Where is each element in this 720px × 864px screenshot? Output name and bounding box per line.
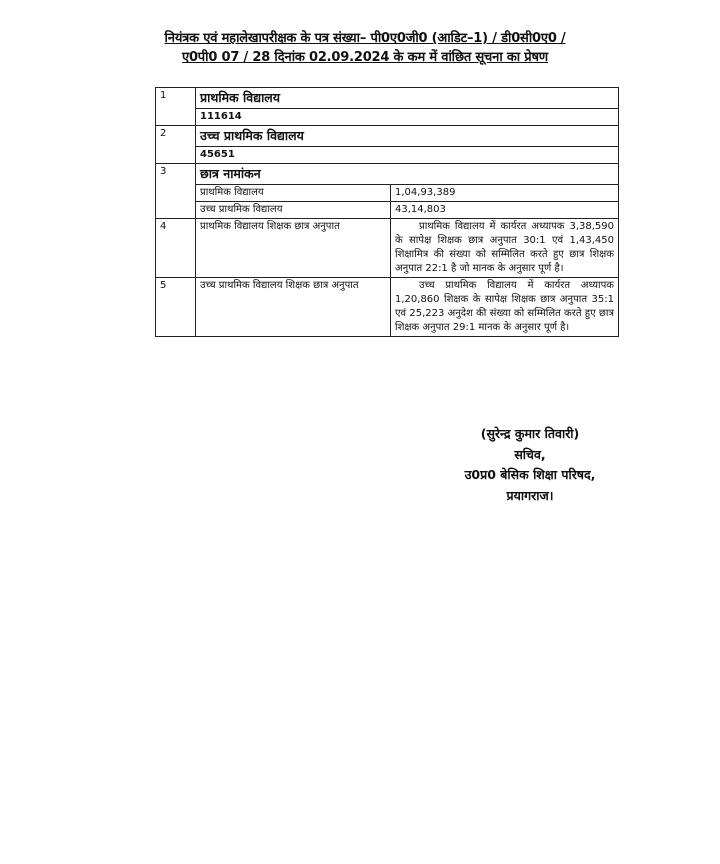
serial-number: 5 — [156, 278, 196, 337]
serial-number: 4 — [156, 219, 196, 278]
row-title: प्राथमिक विद्यालय — [196, 88, 619, 109]
letter-heading — [120, 29, 610, 67]
information-table — [155, 87, 619, 337]
enrolment-value: 43,14,803 — [391, 202, 619, 219]
enrolment-label: प्राथमिक विद्यालय — [196, 185, 391, 202]
heading-line-2: ए0पी0 07 / 28 दिनांक 02.09.2024 के कम में वांछित सूचना का प्रेषण — [181, 50, 549, 65]
row-title: छात्र नामांकन — [196, 164, 619, 185]
table-row — [156, 126, 619, 147]
signatory-name: (सुरेन्द्र कुमार तिवारी) — [480, 426, 580, 441]
ratio-description: उच्च प्राथमिक विद्यालय में कार्यरत अध्यापक 1,20,860 शिक्षक के सापेक्ष शिक्षक छात्र अनुपात 35:1 एवं 25,223 अनुदेश की संख्या को सम्मिलित करते हुए छात्र शिक्षक अनुपात 29:1 मानक के अनुसार पूर्ण है। — [391, 278, 619, 337]
enrolment-value: 1,04,93,389 — [391, 185, 619, 202]
row-value: 45651 — [196, 147, 619, 164]
serial-number: 2 — [156, 126, 196, 164]
table-row — [156, 185, 619, 202]
heading-line-1: नियंत्रक एवं महालेखापरीक्षक के पत्र संख्या– पी0ए0जी0 (आडिट–1) / डी0सी0ए0 / — [164, 31, 566, 46]
signatory-city: प्रयागराज। — [506, 487, 554, 503]
table-row — [156, 278, 619, 337]
ratio-description: प्राथमिक विद्यालय में कार्यरत अध्यापक 3,38,590 के सापेक्ष शिक्षक छात्र अनुपात 30:1 एवं 1,43,450 शिक्षामित्र की संख्या को सम्मिलित करते हुए छात्र शिक्षक अनुपात 22:1 है जो मानक के अनुसार पूर्ण है। — [391, 219, 619, 278]
table-row — [156, 109, 619, 126]
table-row — [156, 202, 619, 219]
row-title: उच्च प्राथमिक विद्यालय — [196, 126, 619, 147]
enrolment-label: उच्च प्राथमिक विद्यालय — [196, 202, 391, 219]
table-row — [156, 88, 619, 109]
table-row — [156, 147, 619, 164]
ratio-label: प्राथमिक विद्यालय शिक्षक छात्र अनुपात — [196, 219, 391, 278]
table-row — [156, 164, 619, 185]
signatory-office: उ0प्र0 बेसिक शिक्षा परिषद, — [464, 467, 596, 482]
signature-block — [440, 424, 620, 506]
serial-number: 3 — [156, 164, 196, 219]
serial-number: 1 — [156, 88, 196, 126]
row-value: 111614 — [196, 109, 619, 126]
signatory-designation: सचिव, — [514, 446, 546, 462]
ratio-label: उच्च प्राथमिक विद्यालय शिक्षक छात्र अनुपात — [196, 278, 391, 337]
table-row — [156, 219, 619, 278]
